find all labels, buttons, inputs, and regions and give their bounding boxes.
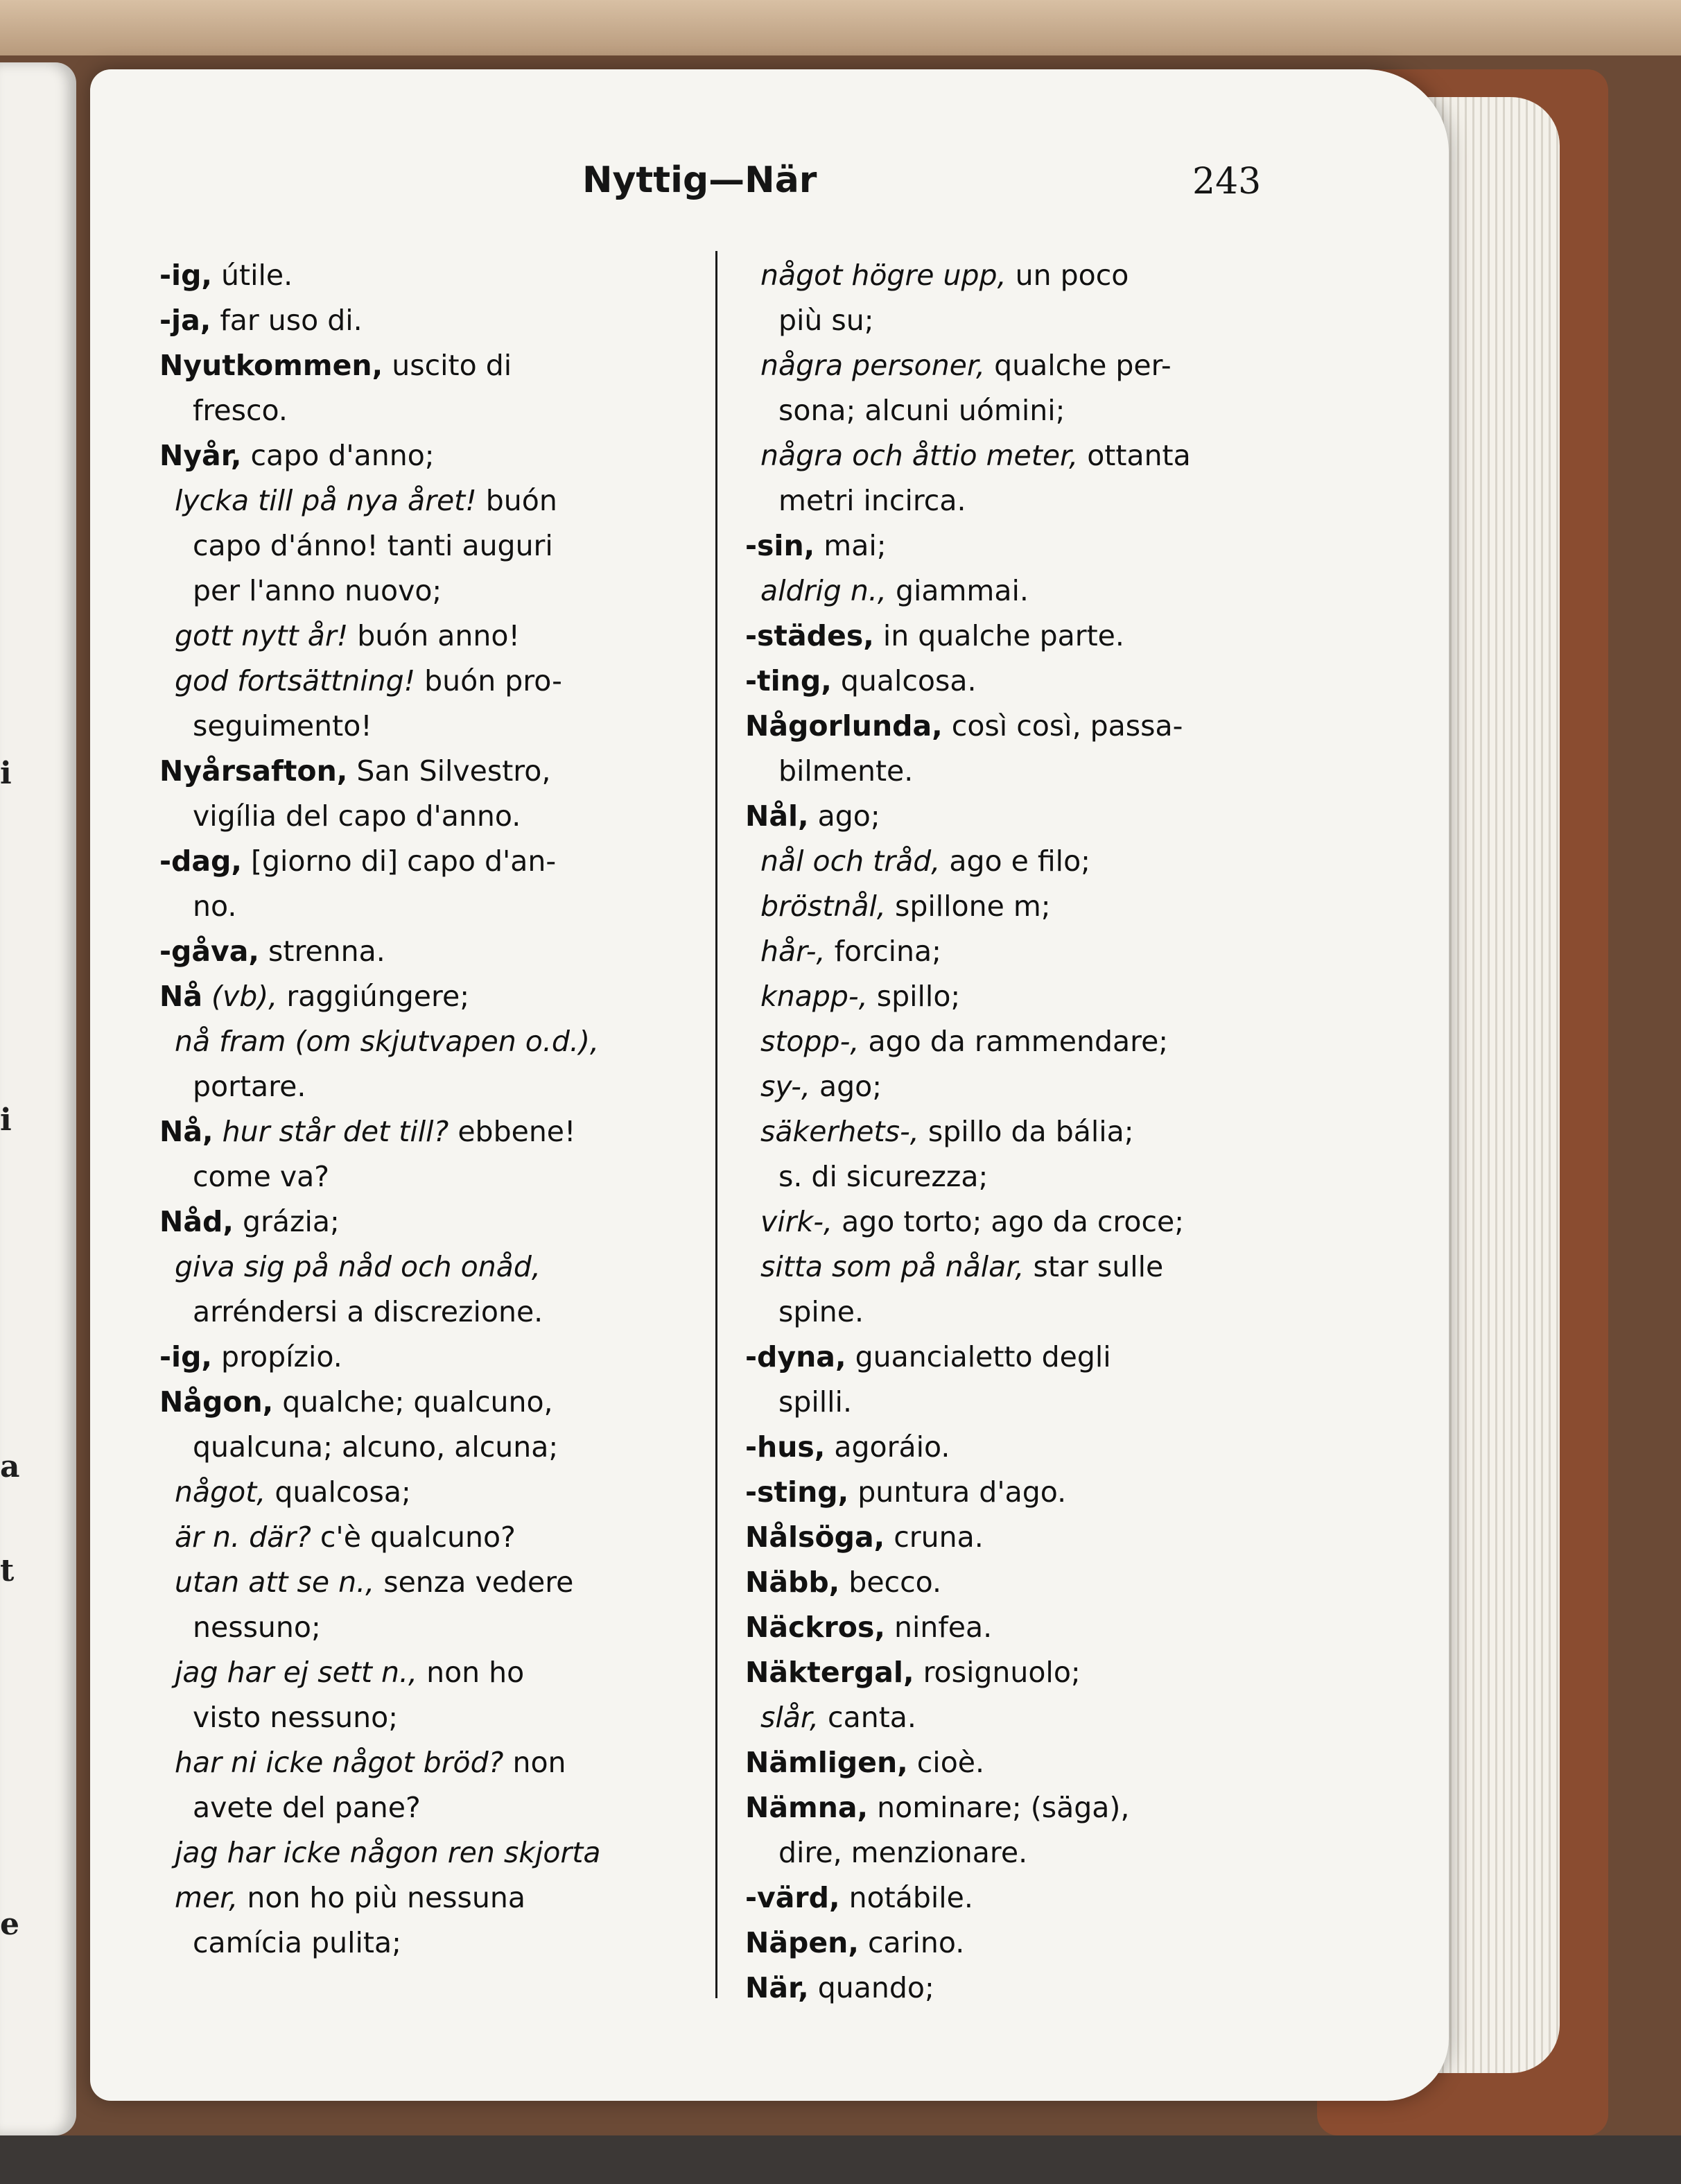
italian-translation: s. di sicurezza; — [778, 1160, 988, 1193]
entry-line — [159, 1470, 693, 1515]
italian-translation: no. — [193, 890, 237, 923]
swedish-phrase: är n. där? — [175, 1520, 311, 1554]
entry-line — [745, 1109, 1327, 1154]
entry-line — [745, 749, 1327, 794]
italian-translation: forcina; — [825, 935, 941, 968]
table-surface — [0, 0, 1681, 55]
entry-line — [159, 1785, 693, 1830]
entry-headword-line — [159, 1109, 693, 1154]
entry-line — [159, 1290, 693, 1335]
entry-headword-line — [745, 659, 1327, 704]
italian-translation: c'è qualcuno? — [311, 1520, 516, 1554]
entry-headword-line — [159, 1199, 693, 1245]
entry-headword-line — [745, 1875, 1327, 1921]
italian-translation: seguimento! — [193, 709, 372, 743]
entry-line — [159, 1560, 693, 1605]
entry-headword-line — [745, 1425, 1327, 1470]
italian-translation: grázia; — [233, 1205, 340, 1238]
italian-translation: agoráio. — [825, 1430, 950, 1464]
entry-line — [745, 478, 1327, 523]
italian-translation: far uso di. — [211, 304, 363, 337]
entry-line — [745, 929, 1327, 974]
entry-line — [159, 1650, 693, 1695]
right-column — [745, 253, 1327, 2011]
left-page-fragment: i — [0, 756, 12, 791]
entry-line — [159, 614, 693, 659]
entry-line — [745, 298, 1327, 343]
entry-headword-line — [159, 433, 693, 478]
swedish-phrase: utan att se n., — [175, 1566, 375, 1599]
italian-translation: capo d'ánno! tanti auguri — [193, 529, 553, 562]
entry-line — [159, 1019, 693, 1064]
entry-line — [159, 1875, 693, 1921]
entry-line — [159, 794, 693, 839]
entry-line — [745, 253, 1327, 298]
headword: -ig, — [159, 1340, 212, 1373]
entry-line — [159, 884, 693, 929]
entry-line — [159, 1921, 693, 1966]
italian-translation: visto nessuno; — [193, 1701, 399, 1734]
headword: Näpen, — [745, 1926, 859, 1959]
italian-translation: ago da rammendare; — [859, 1025, 1169, 1058]
headword: När, — [745, 1971, 809, 2004]
italian-translation: così così, passa- — [942, 709, 1183, 743]
entry-headword-line — [159, 929, 693, 974]
entry-line — [745, 839, 1327, 884]
italian-translation: ebbene! — [448, 1115, 576, 1148]
italian-translation: spine. — [778, 1295, 864, 1328]
italian-translation: ago; — [810, 1070, 882, 1103]
italian-translation: qualche per- — [985, 349, 1172, 382]
headword: -sin, — [745, 529, 815, 562]
italian-translation: ago; — [808, 799, 880, 833]
entry-line — [159, 1245, 693, 1290]
swedish-phrase: gott nytt år! — [175, 619, 349, 652]
swedish-phrase: några personer, — [760, 349, 986, 382]
left-page-fragment: e — [0, 1907, 19, 1942]
entry-line — [745, 1380, 1327, 1425]
swedish-phrase: sitta som på nålar, — [760, 1250, 1025, 1283]
entry-line — [745, 1290, 1327, 1335]
swedish-phrase: stopp-, — [760, 1025, 860, 1058]
italian-translation: avete del pane? — [193, 1791, 421, 1824]
entry-headword-line — [159, 1335, 693, 1380]
entry-headword-line — [159, 974, 693, 1019]
dictionary-page — [90, 69, 1449, 2101]
italian-translation: arréndersi a discrezione. — [193, 1295, 543, 1328]
entry-line — [745, 1064, 1327, 1109]
entry-line — [159, 1740, 693, 1785]
italian-translation: carino. — [858, 1926, 965, 1959]
italian-translation: cioè. — [907, 1746, 985, 1779]
italian-translation: rosignuolo; — [914, 1656, 1081, 1689]
headword: Nålsöga, — [745, 1520, 885, 1554]
italian-translation: ago torto; ago da croce; — [833, 1205, 1185, 1238]
headword: Nyår, — [159, 439, 242, 472]
italian-translation: camícia pulita; — [193, 1926, 401, 1959]
left-page-fragment: a — [0, 1449, 20, 1484]
entry-headword-line — [745, 614, 1327, 659]
column-rule — [715, 251, 717, 1998]
swedish-phrase: slår, — [760, 1701, 819, 1734]
italian-translation: spillo; — [867, 980, 961, 1013]
entry-line — [159, 1515, 693, 1560]
entry-line — [159, 1695, 693, 1740]
italian-translation: [giorno di] capo d'an- — [241, 844, 557, 878]
italian-translation: notábile. — [839, 1881, 973, 1914]
italian-translation: canta. — [819, 1701, 916, 1734]
italian-translation: qualcosa. — [831, 664, 977, 697]
swedish-phrase: virk-, — [760, 1205, 833, 1238]
swedish-phrase: säkerhets-, — [760, 1115, 919, 1148]
swedish-phrase: hur står det till? — [213, 1115, 449, 1148]
italian-translation: qualcosa; — [265, 1475, 411, 1509]
italian-translation: bilmente. — [778, 754, 914, 788]
entry-headword-line — [745, 794, 1327, 839]
entry-line — [745, 569, 1327, 614]
entry-headword-line — [159, 1380, 693, 1425]
headword: Nämna, — [745, 1791, 869, 1824]
entry-line — [745, 974, 1327, 1019]
swedish-phrase: nål och tråd, — [760, 844, 941, 878]
entry-line — [745, 1245, 1327, 1290]
italian-translation: come va? — [193, 1160, 329, 1193]
italian-translation: cruna. — [885, 1520, 984, 1554]
entry-line — [745, 343, 1327, 388]
entry-headword-line — [159, 298, 693, 343]
entry-line — [745, 1154, 1327, 1199]
table-edge — [0, 2135, 1681, 2184]
swedish-phrase: jag har icke någon ren skjorta — [175, 1836, 601, 1869]
entry-line — [159, 1605, 693, 1650]
swedish-phrase: har ni icke något bröd? — [175, 1746, 504, 1779]
italian-translation: vigília del capo d'anno. — [193, 799, 521, 833]
entry-line — [745, 1199, 1327, 1245]
italian-translation: útile. — [212, 259, 293, 292]
headword: Någorlunda, — [745, 709, 943, 743]
headword: -ja, — [159, 304, 211, 337]
headword: -städes, — [745, 619, 874, 652]
entry-headword-line — [745, 1335, 1327, 1380]
entry-headword-line — [745, 1515, 1327, 1560]
headword: -ig, — [159, 259, 212, 292]
left-column — [159, 253, 693, 1966]
italian-translation: guancialetto degli — [846, 1340, 1111, 1373]
entry-line — [745, 433, 1327, 478]
italian-translation: raggiúngere; — [277, 980, 470, 1013]
swedish-phrase: nå fram (om skjutvapen o.d.), — [175, 1025, 599, 1058]
headword: -dyna, — [745, 1340, 846, 1373]
left-page-fragment: i — [0, 1102, 12, 1138]
headword: -hus, — [745, 1430, 826, 1464]
swedish-phrase: något högre upp, — [760, 259, 1007, 292]
italian-translation: fresco. — [193, 394, 288, 427]
headword: Nyårsafton, — [159, 754, 348, 788]
entry-line — [745, 1830, 1327, 1875]
swedish-phrase: giva sig på nåd och onåd, — [175, 1250, 541, 1283]
headword: Någon, — [159, 1385, 274, 1419]
italian-translation: buón anno! — [348, 619, 520, 652]
italian-translation: spillone m; — [885, 890, 1051, 923]
headword: Näktergal, — [745, 1656, 914, 1689]
headword: Näbb, — [745, 1566, 840, 1599]
swedish-phrase: aldrig n., — [760, 574, 887, 607]
headword: Nå — [159, 980, 202, 1013]
entry-line — [159, 569, 693, 614]
entry-headword-line — [745, 1650, 1327, 1695]
entry-headword-line — [745, 704, 1327, 749]
page-number: 243 — [1192, 161, 1262, 202]
italian-translation: in qualche parte. — [873, 619, 1124, 652]
italian-translation: uscito di — [383, 349, 512, 382]
entry-line — [159, 1830, 693, 1875]
italian-translation: mai; — [815, 529, 887, 562]
italian-translation: qualcuna; alcuno, alcuna; — [193, 1430, 559, 1464]
entry-line — [745, 884, 1327, 929]
entry-line — [159, 704, 693, 749]
headword: Nyutkommen, — [159, 349, 383, 382]
italian-translation: un poco — [1006, 259, 1129, 292]
italian-translation: ninfea. — [885, 1611, 993, 1644]
entry-line — [159, 1425, 693, 1470]
entry-line — [159, 659, 693, 704]
entry-headword-line — [745, 523, 1327, 569]
headword: -sting, — [745, 1475, 849, 1509]
entry-headword-line — [745, 1470, 1327, 1515]
swedish-phrase: knapp-, — [760, 980, 868, 1013]
swedish-phrase: hår-, — [760, 935, 826, 968]
entry-line — [159, 1154, 693, 1199]
entry-line — [745, 388, 1327, 433]
entry-line — [159, 523, 693, 569]
entry-headword-line — [159, 839, 693, 884]
headword: -gåva, — [159, 935, 260, 968]
headword: Nåd, — [159, 1205, 234, 1238]
italian-translation: giammai. — [886, 574, 1029, 607]
italian-translation: puntura d'ago. — [848, 1475, 1067, 1509]
italian-translation: spillo da bália; — [918, 1115, 1134, 1148]
italian-translation: buón — [476, 484, 557, 517]
italian-translation: portare. — [193, 1070, 306, 1103]
left-page — [0, 62, 76, 2135]
italian-translation: dire, menzionare. — [778, 1836, 1028, 1869]
swedish-phrase: (vb), — [202, 980, 278, 1013]
italian-translation: metri incirca. — [778, 484, 966, 517]
swedish-phrase: mer, — [175, 1881, 238, 1914]
entry-headword-line — [745, 1740, 1327, 1785]
entry-headword-line — [159, 253, 693, 298]
entry-line — [745, 1695, 1327, 1740]
running-head: Nyttig—När — [582, 159, 817, 201]
swedish-phrase: lycka till på nya året! — [175, 484, 477, 517]
swedish-phrase: god fortsättning! — [175, 664, 416, 697]
entry-line — [159, 478, 693, 523]
entry-headword-line — [745, 1966, 1327, 2011]
entry-line — [159, 1064, 693, 1109]
italian-translation: ottanta — [1078, 439, 1191, 472]
swedish-phrase: något, — [175, 1475, 266, 1509]
italian-translation: qualche; qualcuno, — [273, 1385, 553, 1419]
italian-translation: sona; alcuni uómini; — [778, 394, 1065, 427]
entry-headword-line — [745, 1605, 1327, 1650]
headword: Näckros, — [745, 1611, 885, 1644]
entry-headword-line — [745, 1785, 1327, 1830]
swedish-phrase: bröstnål, — [760, 890, 886, 923]
italian-translation: spilli. — [778, 1385, 852, 1419]
headword: Nål, — [745, 799, 809, 833]
headword: -ting, — [745, 664, 832, 697]
italian-translation: nessuno; — [193, 1611, 321, 1644]
italian-translation: non ho più nessuna — [238, 1881, 525, 1914]
entry-line — [159, 388, 693, 433]
swedish-phrase: jag har ej sett n., — [175, 1656, 418, 1689]
left-page-fragment: t — [0, 1553, 15, 1588]
italian-translation: star sulle — [1024, 1250, 1164, 1283]
italian-translation: non — [503, 1746, 566, 1779]
headword: -värd, — [745, 1881, 840, 1914]
italian-translation: San Silvestro, — [347, 754, 551, 788]
italian-translation: ago e filo; — [940, 844, 1090, 878]
entry-line — [745, 1019, 1327, 1064]
entry-headword-line — [745, 1921, 1327, 1966]
italian-translation: più su; — [778, 304, 874, 337]
italian-translation: non ho — [417, 1656, 525, 1689]
italian-translation: strenna. — [259, 935, 385, 968]
headword: Nämligen, — [745, 1746, 908, 1779]
italian-translation: senza vedere — [374, 1566, 574, 1599]
entry-headword-line — [159, 343, 693, 388]
italian-translation: per l'anno nuovo; — [193, 574, 442, 607]
italian-translation: becco. — [839, 1566, 942, 1599]
swedish-phrase: några och åttio meter, — [760, 439, 1079, 472]
entry-headword-line — [745, 1560, 1327, 1605]
italian-translation: buón pro- — [415, 664, 562, 697]
headword: Nå, — [159, 1115, 214, 1148]
italian-translation: nominare; (säga), — [868, 1791, 1130, 1824]
italian-translation: capo d'anno; — [241, 439, 435, 472]
headword: -dag, — [159, 844, 242, 878]
swedish-phrase: sy-, — [760, 1070, 810, 1103]
entry-headword-line — [159, 749, 693, 794]
italian-translation: propízio. — [212, 1340, 342, 1373]
italian-translation: quando; — [808, 1971, 934, 2004]
